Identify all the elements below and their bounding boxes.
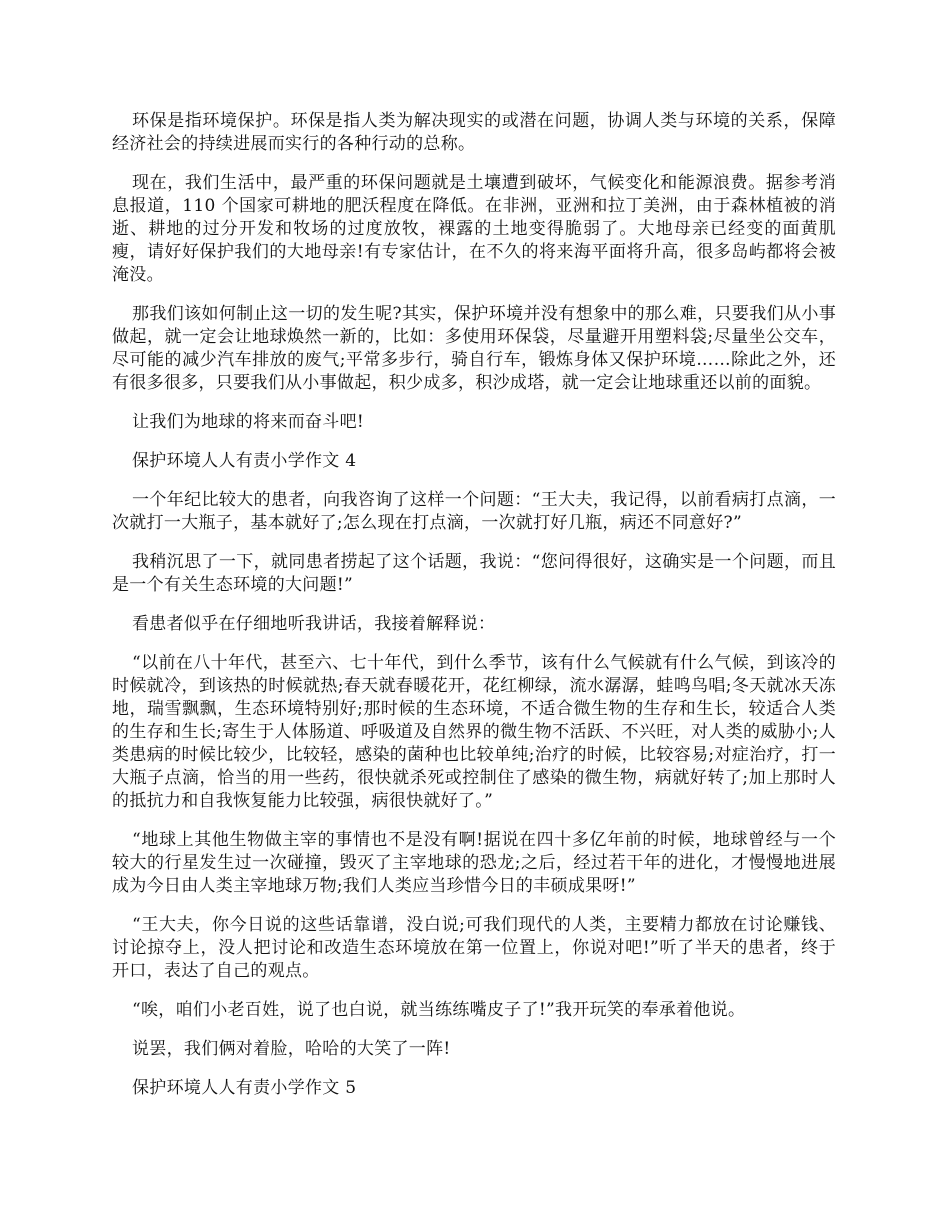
paragraph: “王大夫，你今日说的这些话靠谱，没白说;可我们现代的人类，主要精力都放在讨论赚钱、讨论掠夺上，没人把讨论和改造生态环境放在第一位置上，你说对吧!”听了半天的患者，终于开口，表达了自己的观点。 — [112, 915, 836, 981]
paragraph: 我稍沉思了一下，就同患者捞起了这个话题，我说：“您问得很好，这确实是一个问题，而且是一个有关生态环境的大问题!” — [112, 552, 836, 595]
document-body — [112, 110, 836, 1116]
paragraph: 那我们该如何制止这一切的发生呢?其实，保护环境并没有想象中的那么难，只要我们从小事做起，就一定会让地球焕然一新的，比如：多使用环保袋，尽量避开用塑料袋;尽量坐公交车，尽可能的减少汽车排放的废气;平常多步行，骑自行车，锻炼身体又保护环境……除此之外，还有很多很多，只要我们从小事做起，积少成多，积沙成塔，就一定会让地球重还以前的面貌。 — [112, 304, 836, 393]
paragraph: “唉，咱们小老百姓，说了也白说，就当练练嘴皮子了!”我开玩笑的奉承着他说。 — [132, 1000, 746, 1020]
paragraph: 让我们为地球的将来而奋斗吧! — [132, 412, 365, 432]
paragraph: 说罢，我们俩对着脸，哈哈的大笑了一阵! — [132, 1039, 451, 1059]
paragraph: 现在，我们生活中，最严重的环保问题就是土壤遭到破坏，气候变化和能源浪费。据参考消息报道，110 个国家可耕地的肥沃程度在降低。在非洲，亚洲和拉丁美洲，由于森林植被的消逝、耕地的过分开发和牧场的过度放牧，裸露的土地变得脆弱了。大地母亲已经变的面黄肌瘦，请好好保护我们的大地母亲!有专家估计，在不久的将来海平面将升高，很多岛屿都将会被淹没。 — [112, 173, 836, 285]
paragraph: 看患者似乎在仔细地听我讲话，我接着解释说： — [132, 614, 496, 634]
paragraph: 一个年纪比较大的患者，向我咨询了这样一个问题：“王大夫，我记得，以前看病打点滴，一次就打一大瓶子，基本就好了;怎么现在打点滴，一次就打好几瓶，病还不同意好?” — [112, 490, 836, 533]
paragraph: “地球上其他生物做主宰的事情也不是没有啊!据说在四十多亿年前的时候，地球曾经与一个较大的行星发生过一次碰撞，毁灭了主宰地球的恐龙;之后，经过若干年的进化，才慢慢地进展成为今日由人类主宰地球万物;我们人类应当珍惜今日的丰硕成果呀!” — [112, 830, 836, 896]
section-heading: 保护环境人人有责小学作文 5 — [132, 1078, 357, 1098]
paragraph: 环保是指环境保护。环保是指人类为解决现实的或潜在问题，协调人类与环境的关系，保障经济社会的持续进展而实行的各种行动的总称。 — [112, 111, 836, 154]
paragraph: “以前在八十年代，甚至六、七十年代，到什么季节，该有什么气候就有什么气候，到该冷的时候就冷，到该热的时候就热;春天就春暖花开，花红柳绿，流水潺潺，蛙鸣鸟唱;冬天就冰天冻地，瑞雪飘飘，生态环境特别好;那时候的生态环境，不适合微生物的生存和生长，较适合人类的生存和生长;寄生于人体肠道、呼吸道及自然界的微生物不活跃、不兴旺，对人类的威胁小;人类患病的时候比较少，比较轻，感染的菌种也比较单纯;治疗的时候，比较容易;对症治疗，打一大瓶子点滴，恰当的用一些药，很快就杀死或控制住了感染的微生物，病就好转了;加上那时人的抵抗力和自我恢复能力比较强，病很快就好了。” — [112, 653, 836, 811]
section-heading: 保护环境人人有责小学作文 4 — [132, 451, 357, 471]
